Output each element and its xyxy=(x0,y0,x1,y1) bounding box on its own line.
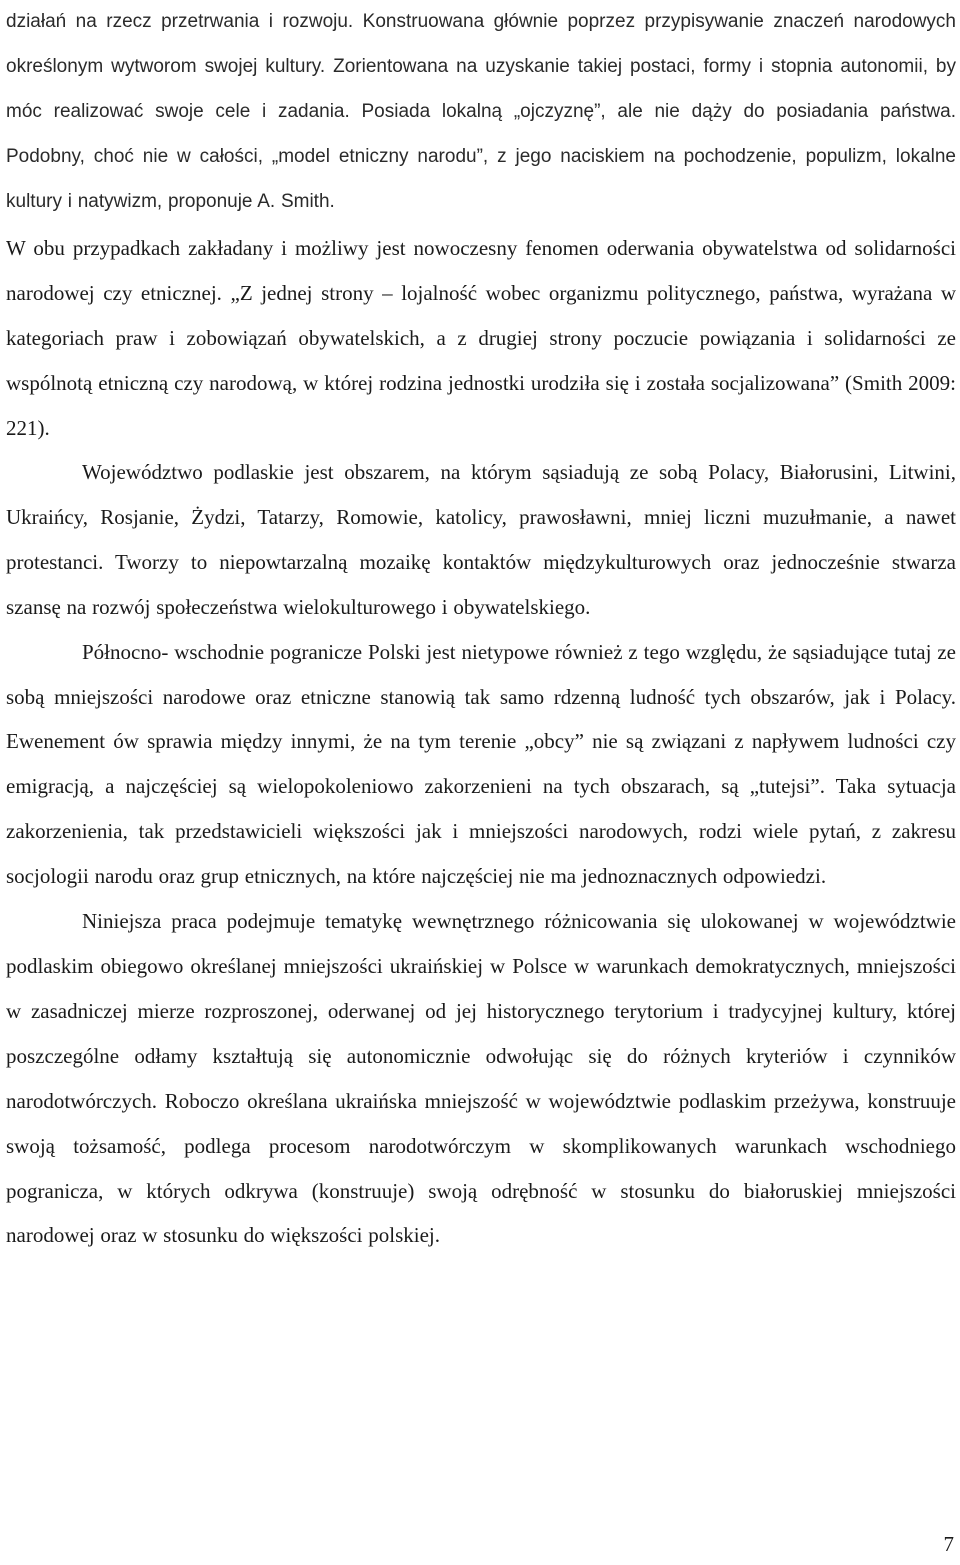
paragraph-podlaskie xyxy=(6,450,956,630)
body-text xyxy=(6,0,956,1258)
paragraph-pogranicze xyxy=(6,630,956,899)
paragraph-text: Północno- wschodnie pogranicze Polski jest nietypowe również z tego względu, że sąsiadujące tutaj ze sobą mniejszości narodowe oraz etniczne stanowią tak samo rdzenną ludność tych obszarów, jak i Polacy. Ewenement ów sprawia między innymi, że na tym terenie „obcy” nie są związani z napływem ludności czy emigracją, a najczęściej są wielopokoleniowo zakorzenieni na tych obszarach, są „tutejsi”. Taka sytuacja zakorzenienia, tak przedstawicieli większości jak i mniejszości narodowych, rodzi wiele pytań, z zakresu socjologii narodu oraz grup etnicznych, na które najczęściej nie ma jednoznacznych odpowiedzi. xyxy=(6,639,956,889)
paragraph-niniejsza-praca xyxy=(6,899,956,1258)
paragraph-text: działań na rzecz przetrwania i rozwoju. Konstruowana głównie poprzez przypisywanie znaczeń narodowych określonym wytworom swojej kultury. Zorientowana na uzyskanie takiej postaci, formy i stopnia autonomii, by móc realizować swoje cele i zadania. Posiada lokalną „ojczyznę”, ale nie dąży do posiadania państwa. Podobny, choć nie w całości, „model etniczny narodu”, z jego naciskiem na pochodzenie, populizm, lokalne kultury i natywizm, proponuje A. Smith. xyxy=(6,11,956,212)
paragraph-text: Niniejsza praca podejmuje tematykę wewnętrznego różnicowania się ulokowanej w województwie podlaskim obiegowo określanej mniejszości ukraińskiej w Polsce w warunkach demokratycznych, mniejszości w zasadniczej mierze rozproszonej, oderwanej od jej historycznego terytorium i tradycyjnej kultury, której poszczególne odłamy kształtują się autonomicznie odwołując się do różnych kryteriów i czynników narodotwórczych. Roboczo określana ukraińska mniejszość w województwie podlaskim przeżywa, konstruuje swoją tożsamość, podlega procesom narodotwórczym w skomplikowanych warunkach wschodniego pogranicza, w których odkrywa (konstruuje) swoją odrębność w stosunku do białoruskiej mniejszości narodowej oraz w stosunku do większości polskiej. xyxy=(6,909,956,1248)
page-number: 7 xyxy=(943,1532,954,1556)
paragraph-continuation-quote xyxy=(6,226,956,450)
paragraph-text: Województwo podlaskie jest obszarem, na którym sąsiadują ze sobą Polacy, Białorusini, Litwini, Ukraińcy, Rosjanie, Żydzi, Tatarzy, Romowie, katolicy, prawosławni, mniej liczni muzułmanie, a nawet protestanci. Tworzy to niepowtarzalną mozaikę kontaktów międzykulturowych oraz jednocześnie stwarza szansę na rozwój społeczeństwa wielokulturowego i obywatelskiego. xyxy=(6,460,956,619)
paragraph-text: W obu przypadkach zakładany i możliwy jest nowoczesny fenomen oderwania obywatelstwa od solidarności narodowej czy etnicznej. „Z jednej strony – lojalność wobec organizmu politycznego, państwa, wyrażana w kategoriach praw i zobowiązań obywatelskich, a z drugiej strony poczucie powiązania i solidarności ze wspólnotą etniczną czy narodową, w której rodzina jednostki urodziła się i została socjalizowana” (Smith 2009: 221). xyxy=(6,236,956,440)
